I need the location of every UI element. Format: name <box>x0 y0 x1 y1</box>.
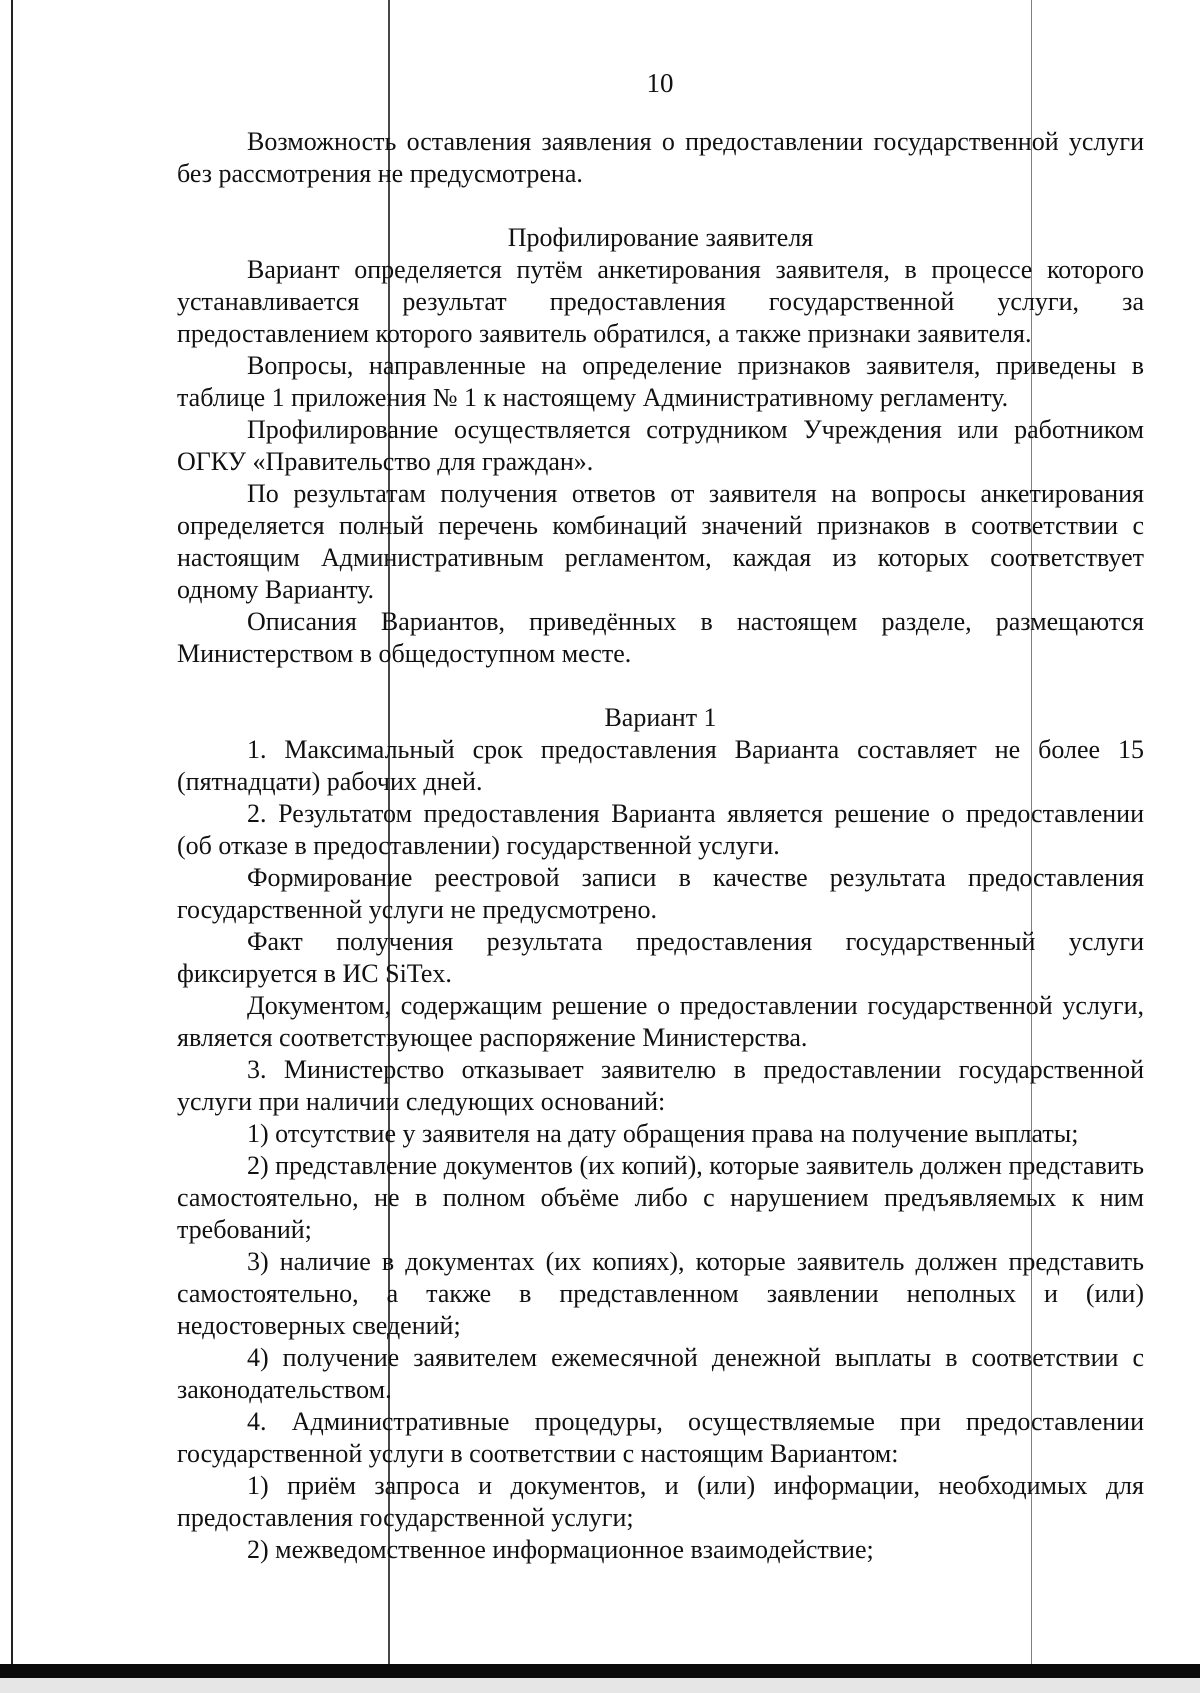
scan-artifact-bottom-margin <box>0 1678 1200 1693</box>
page-number: 10 <box>646 68 674 98</box>
paragraph-variant-1-procedure-2: 2) межведомственное информационное взаимодействие; <box>247 1535 874 1564</box>
paragraph-variant-1-document: Документом, содержащим решение о предоставлении государственной услуги, является соответствующее распоряжение Министерства. <box>177 991 1144 1052</box>
spacer <box>177 670 1144 702</box>
paragraph-profiling-2: Вопросы, направленные на определение признаков заявителя, приведены в таблице 1 приложения № 1 к настоящему Административному регламенту. <box>177 351 1144 412</box>
paragraph-variant-1-ground-1: 1) отсутствие у заявителя на дату обращения права на получение выплаты; <box>247 1119 1079 1148</box>
paragraph-variant-1-registry: Формирование реестровой записи в качестве результата предоставления государственной услуги не предусмотрено. <box>177 863 1144 924</box>
spacer <box>177 190 1144 222</box>
heading-variant-1: Вариант 1 <box>604 703 717 732</box>
scan-artifact-bottom-bar <box>0 1664 1200 1678</box>
paragraph-variant-1-procedure-1: 1) приём запроса и документов, и (или) информации, необходимых для предоставления государственной услуги; <box>177 1471 1144 1532</box>
heading-profiling: Профилирование заявителя <box>507 223 814 252</box>
scan-artifact-left-line <box>11 0 13 1693</box>
paragraph-profiling-3: Профилирование осуществляется сотрудником Учреждения или работником ОГКУ «Правительство для граждан». <box>177 415 1144 476</box>
paragraph-profiling-4: По результатам получения ответов от заявителя на вопросы анкетирования определяется полный перечень комбинаций значений признаков в соответствии с настоящим Административным регламентом, каждая из которых соответствует одному Варианту. <box>177 479 1144 604</box>
paragraph-intro: Возможность оставления заявления о предоставлении государственной услуги без рассмотрения не предусмотрена. <box>177 127 1144 188</box>
paragraph-variant-1-fact: Факт получения результата предоставления государственный услуги фиксируется в ИС SiTex. <box>177 927 1144 988</box>
paragraph-variant-1-item-2: 2. Результатом предоставления Варианта является решение о предоставлении (об отказе в предоставлении) государственной услуги. <box>177 799 1144 860</box>
document-body <box>177 126 1144 1566</box>
paragraph-variant-1-ground-3: 3) наличие в документах (их копиях), которые заявитель должен представить самостоятельно, а также в представленном заявлении неполных и (или) недостоверных сведений; <box>177 1247 1144 1340</box>
paragraph-variant-1-item-4: 4. Административные процедуры, осуществляемые при предоставлении государственной услуги в соответствии с настоящим Вариантом: <box>177 1407 1144 1468</box>
paragraph-variant-1-ground-4: 4) получение заявителем ежемесячной денежной выплаты в соответствии с законодательством. <box>177 1343 1144 1404</box>
paragraph-variant-1-item-1: 1. Максимальный срок предоставления Варианта составляет не более 15 (пятнадцати) рабочих дней. <box>177 735 1144 796</box>
paragraph-variant-1-item-3: 3. Министерство отказывает заявителю в предоставлении государственной услуги при наличии следующих оснований: <box>177 1055 1144 1116</box>
paragraph-profiling-1: Вариант определяется путём анкетирования заявителя, в процессе которого устанавливается результат предоставления государственной услуги, за предоставлением которого заявитель обратился, а также признаки заявителя. <box>177 255 1144 348</box>
paragraph-profiling-5: Описания Вариантов, приведённых в настоящем разделе, размещаются Министерством в общедоступном месте. <box>177 607 1144 668</box>
paragraph-variant-1-ground-2: 2) представление документов (их копий), которые заявитель должен представить самостоятельно, не в полном объёме либо с нарушением предъявляемых к ним требований; <box>177 1151 1144 1244</box>
